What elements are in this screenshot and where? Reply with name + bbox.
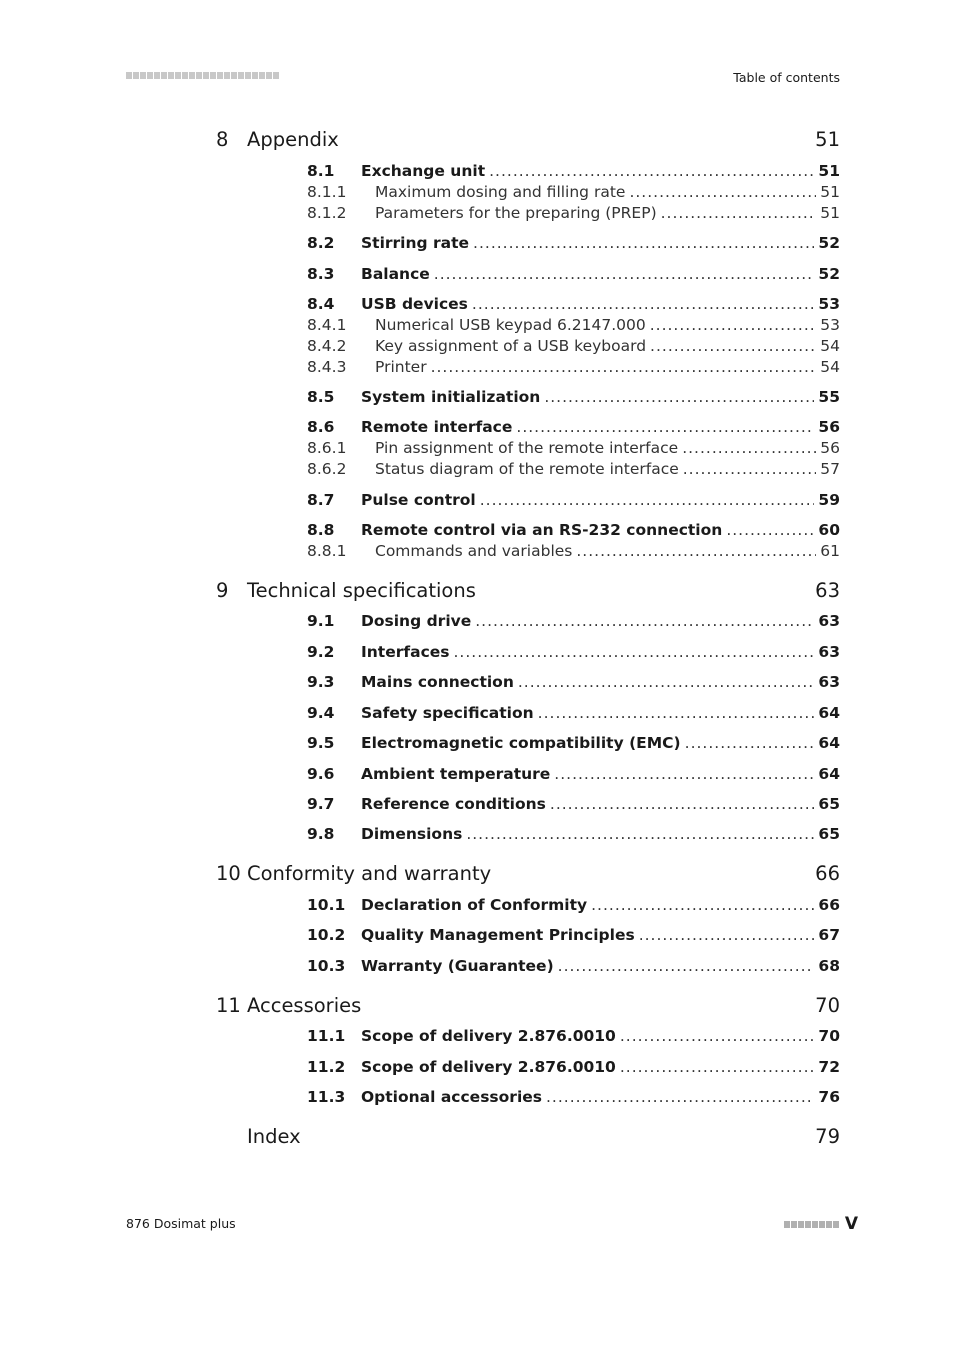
toc-entry-page: 76 (818, 1088, 840, 1106)
toc-entry-number: 8.6.2 (307, 460, 347, 478)
toc-entry-title: Warranty (Guarantee) (361, 957, 554, 975)
dot-leader (434, 265, 815, 283)
toc-entry-sec[interactable] (216, 234, 840, 252)
toc-entry-sec[interactable] (216, 957, 840, 975)
toc-entry-number: 9.4 (307, 704, 335, 722)
toc-entry-number: 8.4.3 (307, 358, 347, 376)
toc-entry-sec[interactable] (216, 673, 840, 691)
dot-leader (620, 1027, 815, 1045)
toc-entry-number: 10.1 (307, 896, 346, 914)
toc-entry-page: 51 (820, 183, 840, 201)
toc-entry-number: 9.8 (307, 825, 335, 843)
dot-leader (472, 295, 815, 313)
toc-entry-title: Interfaces (361, 643, 450, 661)
toc-entry-number: 9.6 (307, 765, 335, 783)
toc-entry-number: 8.3 (307, 265, 335, 283)
dot-leader (650, 337, 816, 355)
toc-entry-sub[interactable] (216, 337, 840, 355)
toc-entry-title: Parameters for the preparing (PREP) (375, 204, 657, 222)
toc-entry-sec[interactable] (216, 388, 840, 406)
toc-entry-title: Key assignment of a USB keyboard (375, 337, 647, 355)
toc-entry-page: 53 (818, 295, 840, 313)
dot-leader (431, 358, 817, 376)
toc-entry-title: Quality Management Principles (361, 926, 635, 944)
toc-entry-title: Dimensions (361, 825, 463, 843)
dot-leader (466, 825, 814, 843)
toc-entry-page: 55 (818, 388, 840, 406)
toc-entry-number: 11 (216, 994, 241, 1017)
dot-leader (683, 460, 817, 478)
dot-leader (650, 316, 817, 334)
toc-entry-number: 10 (216, 862, 241, 885)
dot-leader (682, 439, 816, 457)
dot-leader (480, 491, 815, 509)
toc-entry-title: Appendix (247, 128, 339, 151)
toc-entry-number: 8 (216, 128, 229, 151)
page-number: V (844, 1214, 858, 1234)
footer-product-name: 876 Dosimat plus (126, 1216, 236, 1231)
toc-entry-number: 11.1 (307, 1027, 346, 1045)
toc-entry-title: Optional accessories (361, 1088, 542, 1106)
toc-entry-page: 51 (820, 204, 840, 222)
toc-entry-page: 64 (818, 765, 840, 783)
toc-entry-sec[interactable] (216, 765, 840, 783)
toc-entry-sub[interactable] (216, 439, 840, 457)
dot-leader (576, 542, 816, 560)
toc-entry-sec[interactable] (216, 825, 840, 843)
toc-entry-page: 66 (818, 896, 840, 914)
toc-entry-title: Remote control via an RS-232 connection (361, 521, 723, 539)
toc-entry-page: 52 (818, 234, 840, 252)
toc-entry-page: 65 (818, 825, 840, 843)
toc-entry-page: 70 (815, 994, 840, 1017)
toc-entry-sub[interactable] (216, 316, 840, 334)
toc-entry-title: Conformity and warranty (247, 862, 492, 885)
toc-entry-title: Exchange unit (361, 162, 486, 180)
toc-entry-number: 8.8.1 (307, 542, 347, 560)
footer-decoration (784, 1221, 839, 1228)
dot-leader (518, 673, 815, 691)
dot-leader (516, 418, 814, 436)
toc-entry-sec[interactable] (216, 265, 840, 283)
toc-entry-title: Pin assignment of the remote interface (375, 439, 679, 457)
toc-entry-page: 64 (818, 704, 840, 722)
toc-entry-sec[interactable] (216, 612, 840, 630)
toc-entry-title: Reference conditions (361, 795, 546, 813)
toc-entry-title: System initialization (361, 388, 541, 406)
dot-leader (454, 643, 815, 661)
toc-entry-number: 8.2 (307, 234, 335, 252)
toc-entry-title: Safety specification (361, 704, 534, 722)
header-decoration (126, 72, 279, 80)
toc-entry-sec[interactable] (216, 926, 840, 944)
toc-entry-page: 56 (818, 418, 840, 436)
toc-entry-number: 8.4.1 (307, 316, 347, 334)
toc-entry-chap[interactable] (216, 862, 840, 885)
toc-entry-page: 66 (815, 862, 840, 885)
toc-entry-title: Declaration of Conformity (361, 896, 588, 914)
toc-entry-sec[interactable] (216, 896, 840, 914)
toc-entry-number: 9.7 (307, 795, 335, 813)
toc-entry-number: 10.3 (307, 957, 346, 975)
toc-entry-sub[interactable] (216, 358, 840, 376)
toc-entry-sec[interactable] (216, 491, 840, 509)
toc-entry-page: 68 (818, 957, 840, 975)
toc-entry-sec[interactable] (216, 1088, 840, 1106)
toc-entry-number: 8.6.1 (307, 439, 347, 457)
dot-leader (546, 1088, 814, 1106)
toc-entry-title: Accessories (247, 994, 362, 1017)
dot-leader (550, 795, 815, 813)
toc-entry-page: 57 (820, 460, 840, 478)
dot-leader (629, 183, 816, 201)
dot-leader (489, 162, 814, 180)
toc-entry-number: 10.2 (307, 926, 346, 944)
toc-entry-title: Commands and variables (375, 542, 573, 560)
toc-entry-page: 64 (818, 734, 840, 752)
toc-entry-number: 8.1 (307, 162, 335, 180)
toc-entry-number: 9.5 (307, 734, 335, 752)
toc-entry-sub[interactable] (216, 460, 840, 478)
toc-entry-number: 8.7 (307, 491, 335, 509)
toc-entry-number: 8.4.2 (307, 337, 347, 355)
dot-leader (620, 1058, 815, 1076)
toc-entry-page: 51 (815, 128, 840, 151)
toc-entry-title: Scope of delivery 2.876.0010 (361, 1027, 616, 1045)
toc-entry-sec[interactable] (216, 643, 840, 661)
toc-entry-title: Stirring rate (361, 234, 470, 252)
running-header: Table of contents (733, 70, 840, 85)
toc-entry-title: Status diagram of the remote interface (375, 460, 679, 478)
toc-entry-number: 9 (216, 579, 229, 602)
toc-entry-page: 60 (818, 521, 840, 539)
toc-entry-chap[interactable] (216, 1125, 840, 1148)
toc-entry-number: 8.1.2 (307, 204, 347, 222)
toc-entry-chap[interactable] (216, 579, 840, 602)
toc-entry-title: Maximum dosing and filling rate (375, 183, 626, 201)
toc-entry-sec[interactable] (216, 734, 840, 752)
toc-entry-page: 67 (818, 926, 840, 944)
dot-leader (473, 234, 814, 252)
dot-leader (538, 704, 815, 722)
toc-entry-number: 9.2 (307, 643, 335, 661)
dot-leader (685, 734, 815, 752)
toc-entry-page: 79 (815, 1125, 840, 1148)
toc-entry-sec[interactable] (216, 295, 840, 313)
toc-entry-title: Numerical USB keypad 6.2147.000 (375, 316, 646, 334)
toc-entry-page: 51 (818, 162, 840, 180)
toc-entry-number: 8.6 (307, 418, 335, 436)
toc-entry-page: 63 (818, 643, 840, 661)
toc-entry-sec[interactable] (216, 418, 840, 436)
toc-entry-number: 9.1 (307, 612, 335, 630)
toc-entry-title: Printer (375, 358, 427, 376)
toc-entry-title: Remote interface (361, 418, 513, 436)
toc-entry-page: 54 (820, 358, 840, 376)
toc-entry-page: 63 (818, 673, 840, 691)
dot-leader (726, 521, 814, 539)
toc-entry-sub[interactable] (216, 204, 840, 222)
toc-entry-page: 53 (820, 316, 840, 334)
toc-entry-number: 11.2 (307, 1058, 346, 1076)
toc-entry-chap[interactable] (216, 994, 840, 1017)
toc-entry-sec[interactable] (216, 1058, 840, 1076)
dot-leader (591, 896, 814, 914)
toc-entry-title: Scope of delivery 2.876.0010 (361, 1058, 616, 1076)
dot-leader (544, 388, 814, 406)
toc-entry-page: 70 (818, 1027, 840, 1045)
toc-entry-title: Mains connection (361, 673, 514, 691)
toc-entry-sec[interactable] (216, 795, 840, 813)
dot-leader (475, 612, 814, 630)
toc-entry-sec[interactable] (216, 162, 840, 180)
toc-entry-number: 8.5 (307, 388, 335, 406)
toc-entry-sec[interactable] (216, 704, 840, 722)
toc-entry-title: Ambient temperature (361, 765, 551, 783)
toc-entry-title: Dosing drive (361, 612, 472, 630)
dot-leader (661, 204, 817, 222)
toc-entry-page: 59 (818, 491, 840, 509)
toc-entry-sec[interactable] (216, 521, 840, 539)
toc-entry-chap[interactable] (216, 128, 840, 151)
toc-entry-sec[interactable] (216, 1027, 840, 1045)
dot-leader (639, 926, 815, 944)
toc-entry-title: Index (247, 1125, 301, 1148)
toc-entry-page: 61 (820, 542, 840, 560)
toc-entry-title: Balance (361, 265, 430, 283)
toc-entry-title: Technical specifications (247, 579, 476, 602)
footer-page-marker (784, 1214, 858, 1234)
toc-entry-sub[interactable] (216, 183, 840, 201)
toc-entry-page: 63 (815, 579, 840, 602)
toc-entry-number: 11.3 (307, 1088, 346, 1106)
toc-entry-number: 8.4 (307, 295, 335, 313)
toc-entry-title: Electromagnetic compatibility (EMC) (361, 734, 681, 752)
toc-entry-sub[interactable] (216, 542, 840, 560)
toc-entry-page: 72 (818, 1058, 840, 1076)
toc-entry-number: 9.3 (307, 673, 335, 691)
toc-entry-page: 52 (818, 265, 840, 283)
dot-leader (558, 957, 815, 975)
toc-entry-title: USB devices (361, 295, 468, 313)
toc-entry-page: 56 (820, 439, 840, 457)
toc-entry-title: Pulse control (361, 491, 476, 509)
dot-leader (554, 765, 814, 783)
toc-entry-number: 8.8 (307, 521, 335, 539)
toc-entry-page: 65 (818, 795, 840, 813)
toc-entry-page: 63 (818, 612, 840, 630)
toc-entry-number: 8.1.1 (307, 183, 347, 201)
toc-entry-page: 54 (820, 337, 840, 355)
